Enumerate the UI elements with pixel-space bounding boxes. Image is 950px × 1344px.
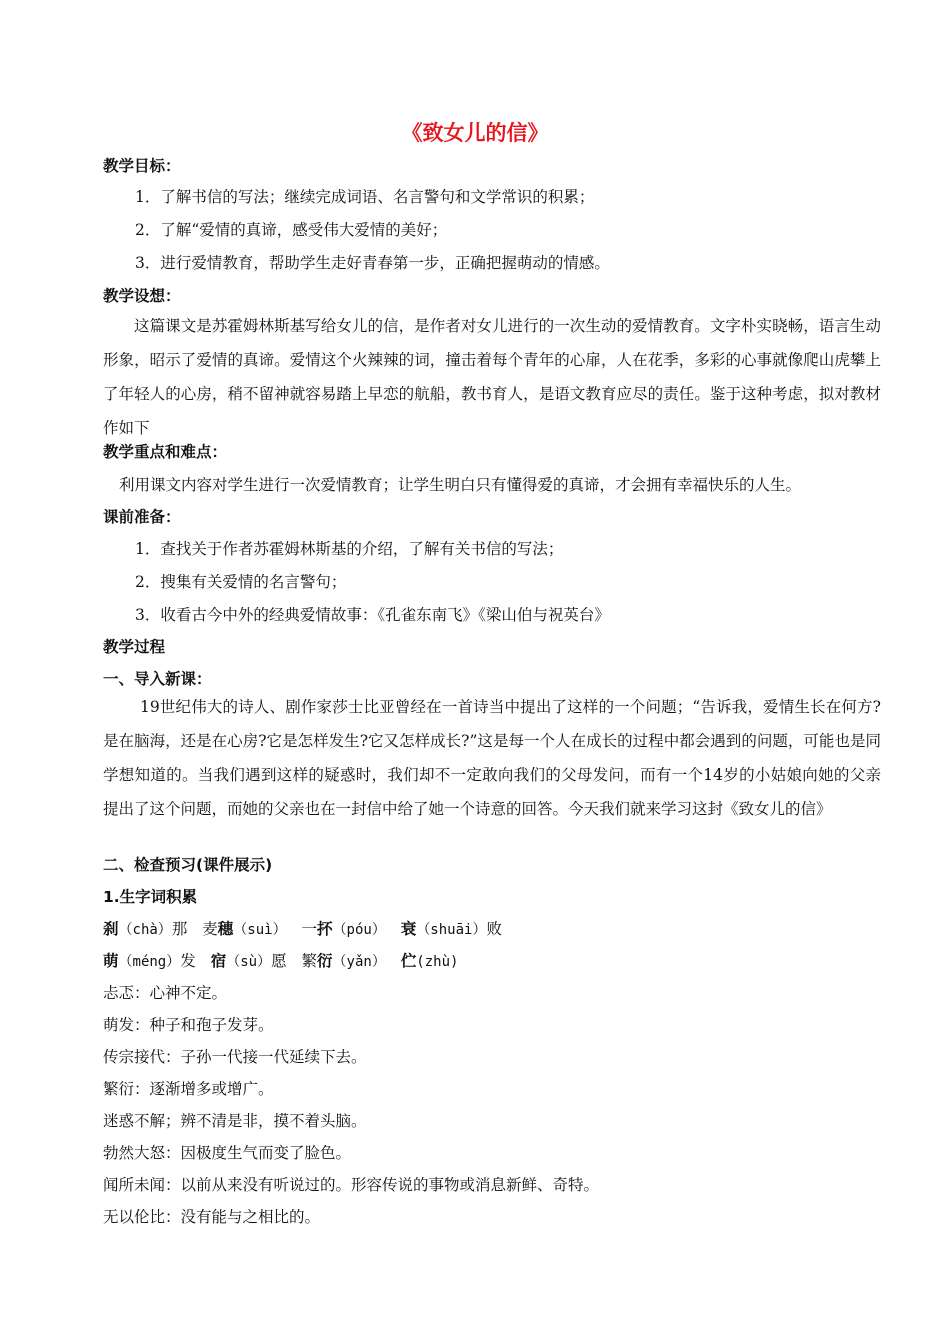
pinyin-row: [103, 950, 468, 973]
focus-heading: 教学重点和难点：: [103, 443, 228, 461]
definition-line: 萌发：种子和孢子发芽。: [103, 1016, 274, 1034]
definition-line: 迷惑不解；辨不清是非，摸不着头脑。: [103, 1112, 367, 1130]
definition-line: 闻所未闻：以前从来没有听说过的。形容传说的事物或消息新鲜、奇特。: [103, 1176, 600, 1194]
vocab-heading: 1.生字词积累: [103, 888, 198, 906]
vocab-word: 麦穗（suì）: [202, 920, 287, 938]
intro-heading: 一、导入新课：: [103, 670, 212, 688]
definition-line: 繁衍：逐渐增多或增广。: [103, 1080, 274, 1098]
definition-line: 传宗接代：子孙一代接一代延续下去。: [103, 1048, 367, 1066]
vocab-word: 一抔（póu）: [301, 920, 386, 938]
goal-item: 3．进行爱情教育，帮助学生走好青春第一步，正确把握萌动的情感。: [135, 254, 610, 272]
goals-heading: 教学目标：: [103, 157, 181, 175]
vocab-word: 刹（chà）那: [103, 920, 188, 938]
prep-item: 2．搜集有关爱情的名言警句；: [135, 573, 347, 591]
focus-paragraph: 利用课文内容对学生进行一次爱情教育；让学生明白只有懂得爱的真谛，才会拥有幸福快乐的人生。: [119, 476, 802, 494]
prep-item: 3．收看古今中外的经典爱情故事：《孔雀东南飞》《梁山伯与祝英台》: [135, 606, 610, 624]
document-title: 《致女儿的信》: [401, 121, 549, 145]
vocab-word: 衰（shuāi）败: [400, 920, 502, 938]
goal-item: 2．了解“爱情的真谛，感受伟大爱情的美好；: [135, 221, 448, 239]
definition-line: 无以伦比：没有能与之相比的。: [103, 1208, 321, 1226]
intro-paragraph: 19世纪伟大的诗人、剧作家莎士比亚曾经在一首诗当中提出了这样的一个问题；“告诉我，爱情生长在何方?是在脑海，还是在心房?它是怎样发生?它又怎样成长?”这是每一个人在成长的过程中都会遇到的问题，可能也是同学想知道的。当我们遇到这样的疑惑时，我们却不一定敢向我们的父母发问，而有一个14岁的小姑娘向她的父亲提出了这个问题，而她的父亲也在一封信中给了她一个诗意的回答。今天我们就来学习这封《致女儿的信》: [103, 698, 881, 818]
pinyin-row: [103, 918, 512, 941]
design-paragraph: 这篇课文是苏霍姆林斯基写给女儿的信，是作者对女儿进行的一次生动的爱情教育。文字朴实晓畅，语言生动形象，昭示了爱情的真谛。爱情这个火辣辣的词，撞击着每个青年的心扉，人在花季，多彩的心事就像爬山虎攀上了年轻人的心房，稍不留神就容易踏上早恋的航船，教书育人，是语文教育应尽的责任。鉴于这种考虑，拟对教材作如下: [103, 317, 881, 437]
goal-item: 1．了解书信的写法；继续完成词语、名言警句和文学常识的积累；: [135, 188, 595, 206]
definition-line: 忐忑：心神不定。: [103, 984, 228, 1002]
prep-heading: 课前准备：: [103, 508, 181, 526]
vocab-word: 萌（méng）发: [103, 952, 196, 970]
definition-line: 勃然大怒：因极度生气而变了脸色。: [103, 1144, 352, 1162]
check-heading: 二、检查预习(课件展示): [103, 856, 273, 874]
vocab-word: 伫(zhù): [400, 952, 459, 970]
process-heading: 教学过程: [103, 638, 166, 656]
vocab-word: 宿（sù）愿: [210, 952, 287, 970]
prep-item: 1．查找关于作者苏霍姆林斯基的介绍，了解有关书信的写法；: [135, 540, 564, 558]
vocab-word: 繁衍（yǎn）: [301, 952, 386, 970]
design-heading: 教学设想：: [103, 287, 181, 305]
